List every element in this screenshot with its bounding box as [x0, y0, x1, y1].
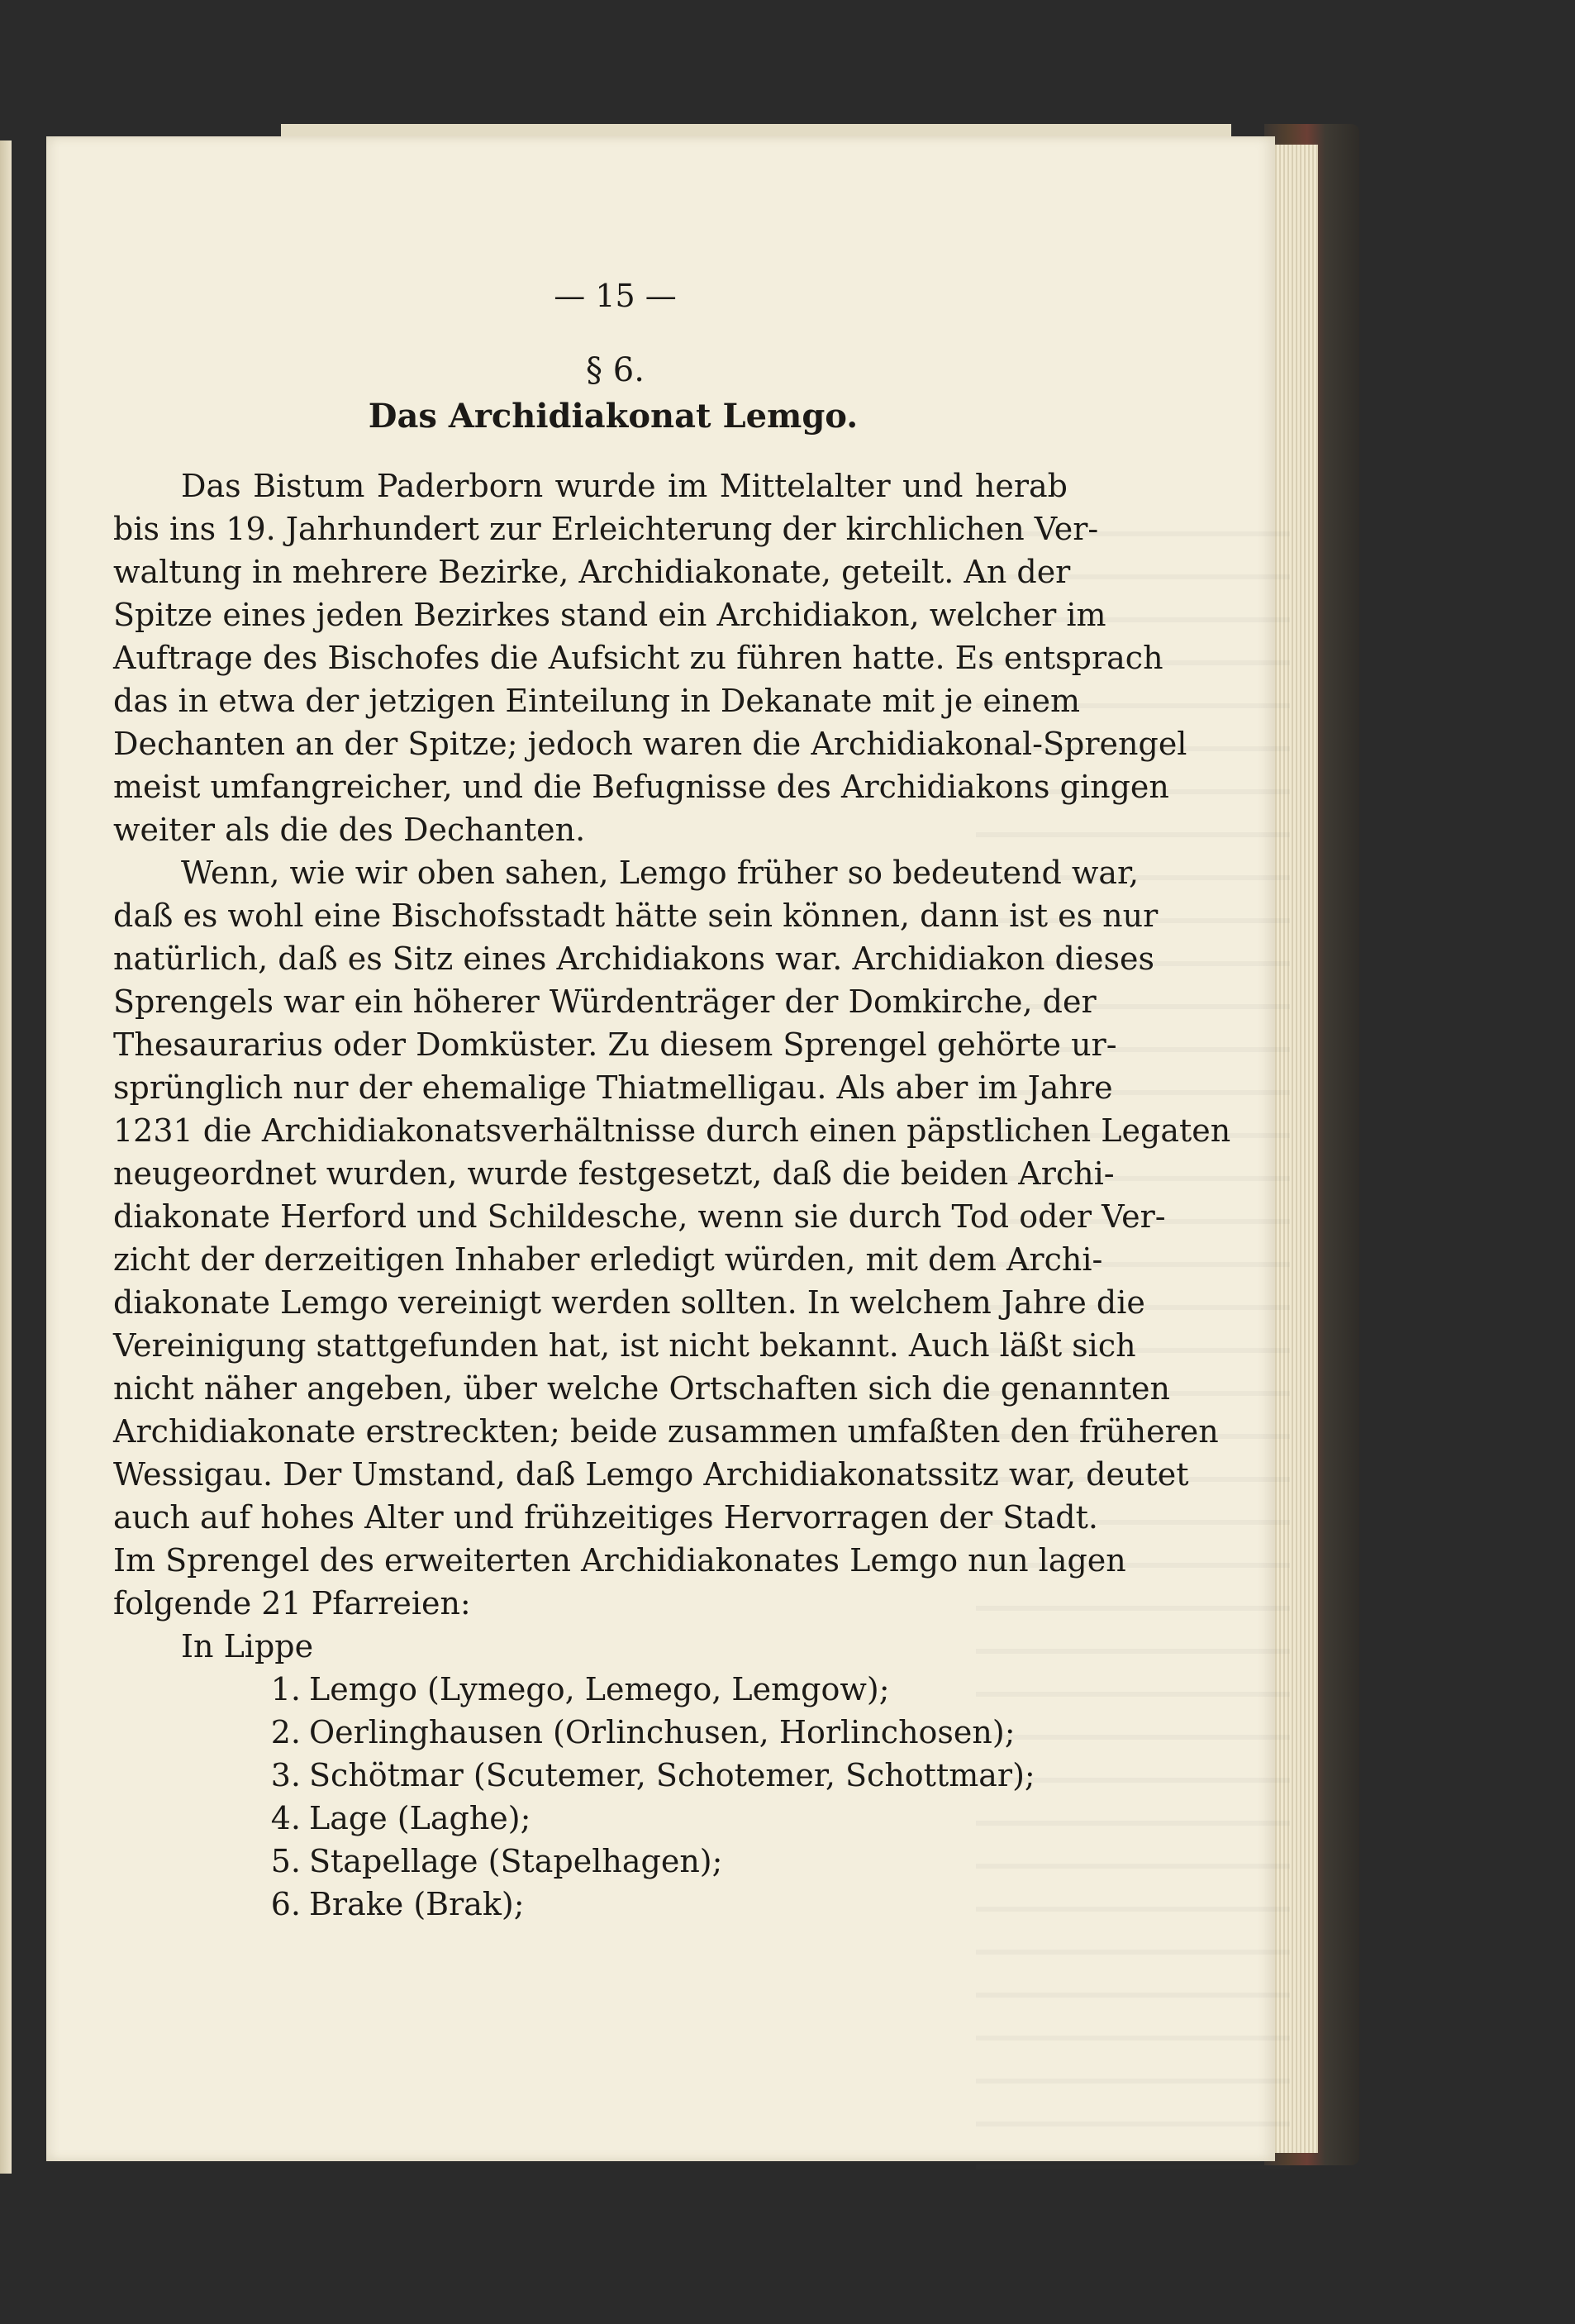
- list-item-number: 5.: [270, 1843, 301, 1879]
- list-item-number: 4.: [270, 1800, 301, 1836]
- list-item-text: Stapellage (Stapelhagen);: [309, 1843, 723, 1879]
- list-item: [113, 1668, 1068, 1711]
- section-number: § 6.: [586, 351, 645, 389]
- list-item-text: Lage (Laghe);: [309, 1800, 531, 1836]
- text-line: neugeordnet wurden, wurde festgesetzt, daß die beiden Archi-: [113, 1155, 1115, 1192]
- text-line: Vereinigung stattgefunden hat, ist nicht bekannt. Auch läßt sich: [113, 1327, 1136, 1364]
- text-line: sprünglich nur der ehemalige Thiatmelligau. Als aber im Jahre: [113, 1069, 1113, 1106]
- list-item-number: 1.: [270, 1671, 301, 1707]
- text-line: natürlich, daß es Sitz eines Archidiakons war. Archidiakon dieses: [113, 941, 1155, 977]
- text-line: Spitze eines jeden Bezirkes stand ein Archidiakon, welcher im: [113, 597, 1106, 633]
- text-line: diakonate Lemgo vereinigt werden sollten. In welchem Jahre die: [113, 1284, 1145, 1321]
- page-number: — 15 —: [554, 278, 677, 314]
- text-line: Wenn, wie wir oben sahen, Lemgo früher so bedeutend war,: [181, 855, 1140, 891]
- facing-page-edge: [0, 140, 12, 2174]
- paragraph-2: [113, 851, 1231, 1625]
- text-line: folgende 21 Pfarreien:: [113, 1585, 471, 1622]
- text-line: das in etwa der jetzigen Einteilung in Dekanate mit je einem: [113, 683, 1081, 719]
- text-line: Im Sprengel des erweiterten Archidiakonates Lemgo nun lagen: [113, 1542, 1126, 1579]
- list-item-text: Schötmar (Scutemer, Schotemer, Schottmar);: [309, 1757, 1035, 1793]
- list-item-number: 2.: [270, 1714, 301, 1750]
- list-item-text: Oerlinghausen (Orlinchusen, Horlinchosen);: [309, 1714, 1016, 1750]
- text-line: Wessigau. Der Umstand, daß Lemgo Archidiakonatssitz war, deutet: [113, 1456, 1189, 1493]
- text-line: daß es wohl eine Bischofsstadt hätte sein können, dann ist es nur: [113, 898, 1159, 934]
- text-line: meist umfangreicher, und die Befugnisse des Archidiakons gingen: [113, 769, 1169, 805]
- list-item: [113, 1754, 1068, 1797]
- paragraph-1: [113, 464, 1187, 851]
- list-item-text: Brake (Brak);: [309, 1886, 525, 1922]
- text-line: diakonate Herford und Schildesche, wenn sie durch Tod oder Ver-: [113, 1198, 1166, 1235]
- list-item-number: 6.: [270, 1886, 301, 1922]
- list-item: [113, 1840, 1068, 1883]
- text-line: 1231 die Archidiakonatsverhältnisse durch einen päpstlichen Legaten: [113, 1112, 1231, 1149]
- list-item-number: 3.: [270, 1757, 301, 1793]
- text-line: auch auf hohes Alter und frühzeitiges Hervorragen der Stadt.: [113, 1499, 1098, 1536]
- text-line: Archidiakonate erstreckten; beide zusammen umfaßten den früheren: [113, 1413, 1219, 1450]
- text-line: Das Bistum Paderborn wurde im Mittelalter und herab: [181, 468, 1068, 504]
- text-line: weiter als die des Dechanten.: [113, 812, 586, 848]
- text-line: Dechanten an der Spitze; jedoch waren die Archidiakonal-Sprengel: [113, 726, 1187, 762]
- text-line: bis ins 19. Jahrhundert zur Erleichterung der kirchlichen Ver-: [113, 511, 1099, 547]
- text-line: waltung in mehrere Bezirke, Archidiakonate, geteilt. An der: [113, 554, 1071, 590]
- section-heading: Das Archidiakonat Lemgo.: [368, 397, 859, 436]
- list-item: [113, 1711, 1068, 1754]
- page-text: [113, 273, 1231, 1926]
- text-line: Thesaurarius oder Domküster. Zu diesem Sprengel gehörte ur-: [113, 1026, 1117, 1063]
- list-item: [113, 1797, 1068, 1840]
- text-line: Auftrage des Bischofes die Aufsicht zu führen hatte. Es entsprach: [113, 640, 1163, 676]
- text-line: Sprengels war ein höherer Würdenträger der Domkirche, der: [113, 983, 1097, 1020]
- parish-list: [113, 1625, 1068, 1926]
- text-line: nicht näher angeben, über welche Ortschaften sich die genannten: [113, 1370, 1171, 1407]
- text-line: zicht der derzeitigen Inhaber erledigt würden, mit dem Archi-: [113, 1241, 1103, 1278]
- list-intro: In Lippe: [181, 1628, 314, 1664]
- list-item-text: Lemgo (Lymego, Lemego, Lemgow);: [309, 1671, 890, 1707]
- list-item: [113, 1883, 1068, 1926]
